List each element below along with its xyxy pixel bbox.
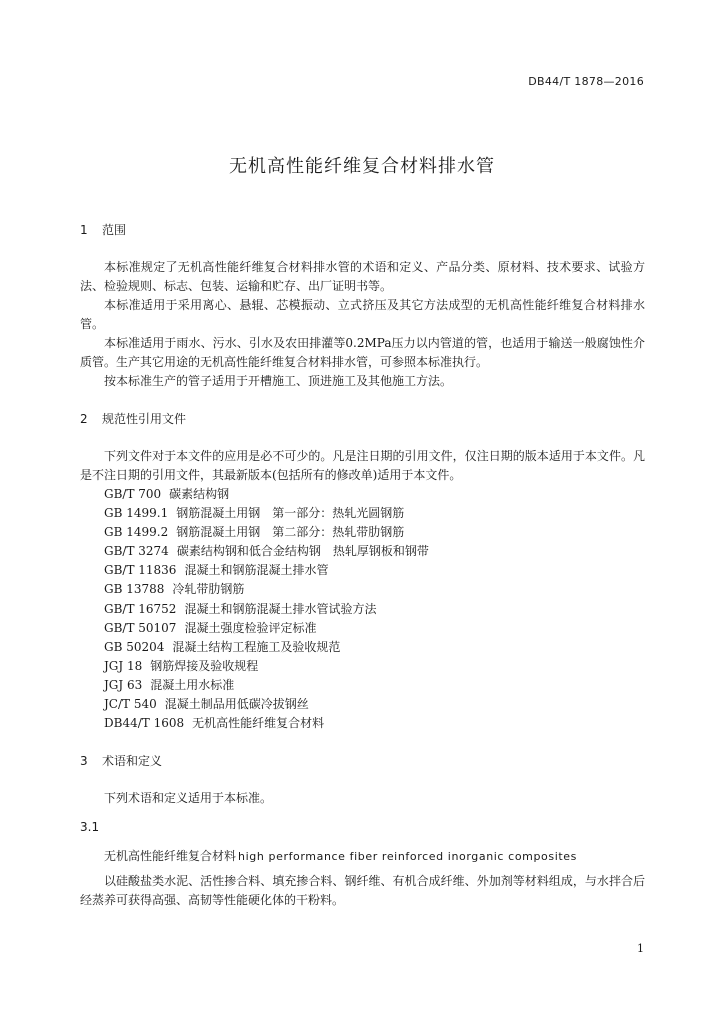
reference-item <box>104 695 644 714</box>
reference-name: 钢筋混凝土用钢 第二部分：热轧带肋钢筋 <box>176 525 405 540</box>
reference-name: 混凝土结构工程施工及验收规范 <box>172 639 341 654</box>
section-3-heading <box>80 752 162 769</box>
section-1-heading <box>80 221 126 238</box>
reference-item <box>104 485 644 504</box>
scope-paragraph-2: 本标准适用于采用离心、悬辊、芯模振动、立式挤压及其它方法成型的无机高性能纤维复合材料排水管。 <box>80 298 645 331</box>
section-2-heading <box>80 410 186 427</box>
reference-item <box>104 714 644 733</box>
scope-paragraph-4: 按本标准生产的管子适用于开槽施工、顶进施工及其他施工方法。 <box>104 374 453 388</box>
reference-item <box>104 676 644 695</box>
reference-item <box>104 619 644 638</box>
term-chinese: 无机高性能纤维复合材料 <box>104 849 237 863</box>
term-english: high performance fiber reinforced inorganic composites <box>238 850 577 863</box>
reference-item <box>104 561 644 580</box>
term-entry <box>104 847 577 864</box>
reference-code: GB 1499.1 <box>104 506 169 521</box>
reference-item <box>104 504 644 523</box>
section-number: 1 <box>80 223 88 237</box>
scope-paragraph-3: 本标准适用于雨水、污水、引水及农田排灌等0.2MPa压力以内管道的管，也适用于输送一般腐蚀性介质管。生产其它用途的无机高性能纤维复合材料排水管，可参照本标准执行。 <box>80 336 645 369</box>
term-definition: 以硅酸盐类水泥、活性掺合料、填充掺合料、钢纤维、有机合成纤维、外加剂等材料组成，与水拌合后经蒸养可获得高强、高韧等性能硬化体的干粉料。 <box>80 874 645 907</box>
reference-code: JGJ 18 <box>104 658 143 673</box>
reference-name: 冷轧带肋钢筋 <box>172 582 245 597</box>
reference-item <box>104 638 644 657</box>
reference-list <box>104 485 644 733</box>
section-number: 3 <box>80 754 88 768</box>
reference-code: GB 50204 <box>104 639 165 654</box>
reference-name: 混凝土制品用低碳冷拔钢丝 <box>164 697 309 712</box>
terms-intro: 下列术语和定义适用于本标准。 <box>104 791 273 805</box>
document-title: 无机高性能纤维复合材料排水管 <box>229 156 495 177</box>
scope-paragraph-1: 本标准规定了无机高性能纤维复合材料排水管的术语和定义、产品分类、原材料、技术要求、试验方法、检验规则、标志、包装、运输和贮存、出厂证明书等。 <box>80 260 645 293</box>
reference-name: 无机高性能纤维复合材料 <box>192 716 325 731</box>
reference-code: JGJ 63 <box>104 677 143 692</box>
reference-code: GB/T 16752 <box>104 601 177 616</box>
reference-item <box>104 657 644 676</box>
reference-name: 碳素结构钢和低合金结构钢 热轧厚钢板和钢带 <box>176 544 429 559</box>
reference-item <box>104 580 644 599</box>
reference-name: 钢筋焊接及验收规程 <box>150 658 259 673</box>
section-title: 术语和定义 <box>102 754 163 768</box>
section-title: 范围 <box>102 223 127 237</box>
section-number: 2 <box>80 412 88 426</box>
reference-code: GB/T 11836 <box>104 563 177 578</box>
reference-name: 钢筋混凝土用钢 第一部分：热轧光圆钢筋 <box>176 506 405 521</box>
section-title: 规范性引用文件 <box>102 412 187 426</box>
subsection-number: 3.1 <box>80 820 100 834</box>
reference-name: 碳素结构钢 <box>169 487 230 501</box>
reference-code: GB 13788 <box>104 582 165 597</box>
reference-name: 混凝土和钢筋混凝土排水管 <box>184 563 329 578</box>
document-code: DB44/T 1878—2016 <box>528 75 644 88</box>
page-number: 1 <box>637 942 644 955</box>
reference-name: 混凝土用水标准 <box>150 677 235 692</box>
reference-name: 混凝土强度检验评定标准 <box>184 620 317 635</box>
reference-code: GB/T 50107 <box>104 620 177 635</box>
reference-item <box>104 600 644 619</box>
reference-name: 混凝土和钢筋混凝土排水管试验方法 <box>184 601 377 616</box>
reference-code: GB/T 700 <box>104 487 162 501</box>
reference-code: DB44/T 1608 <box>104 716 185 731</box>
reference-item <box>104 523 644 542</box>
references-intro: 下列文件对于本文件的应用是必不可少的。凡是注日期的引用文件，仅注日期的版本适用于本文件。凡是不注日期的引用文件，其最新版本(包括所有的修改单)适用于本文件。 <box>80 449 645 482</box>
reference-item <box>104 542 644 561</box>
reference-code: GB/T 3274 <box>104 544 169 559</box>
reference-code: JC/T 540 <box>104 697 157 712</box>
reference-code: GB 1499.2 <box>104 525 169 540</box>
